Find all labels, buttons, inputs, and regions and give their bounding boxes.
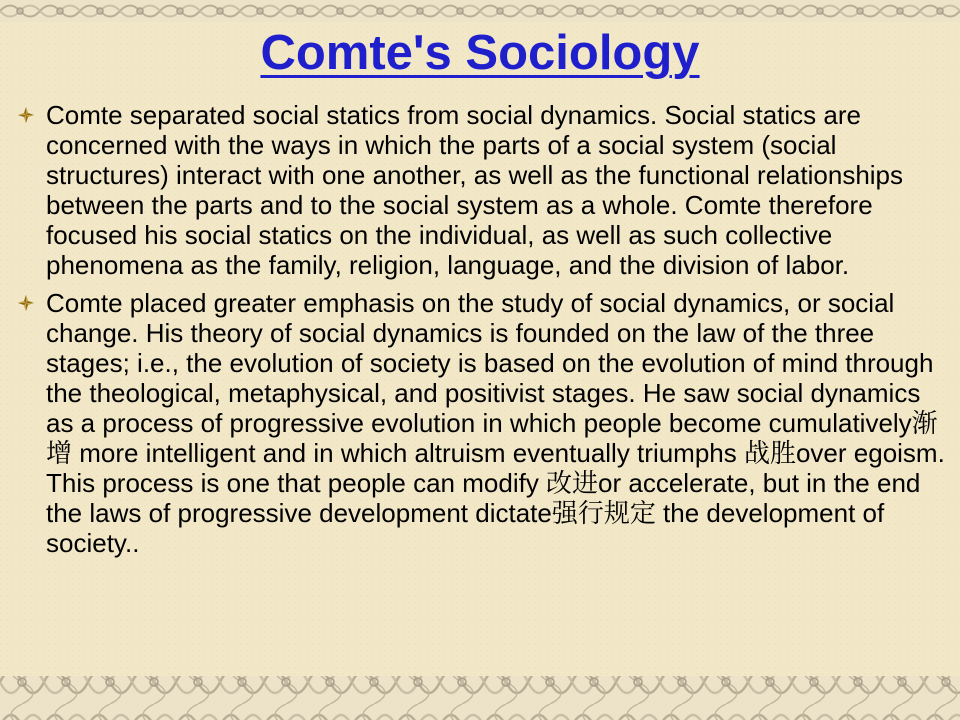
diamond-bullet-icon bbox=[18, 295, 34, 311]
bullet-text: Comte placed greater emphasis on the study of social dynamics, or social change. His theory of social dynamics is founded on the law of the three stages; i.e., the evolution of society is based on the evolution of mind through the theological, metaphysical, and positivist stages. He saw social dynamics as a process of progressive evolution in which people become cumulatively渐增 more intelligent and in which altruism eventually triumphs 战胜over egoism. This process is one that people can modify 改进or accelerate, but in the end the laws of progressive development dictate强行规定 the development of society.. bbox=[46, 288, 945, 558]
bullet-item bbox=[18, 288, 953, 558]
bullet-list bbox=[18, 100, 953, 566]
bottom-border-band bbox=[0, 676, 960, 720]
bullet-item bbox=[18, 100, 953, 280]
bullet-text: Comte separated social statics from social dynamics. Social statics are concerned with the ways in which the parts of a social system (social structures) interact with one another, as well as the functional relationships between the parts and to the social system as a whole. Comte therefore focused his social statics on the individual, as well as such collective phenomena as the family, religion, language, and the division of labor. bbox=[46, 100, 904, 280]
slide-title bbox=[0, 22, 960, 84]
slide-title-text: Comte's Sociology bbox=[260, 26, 700, 80]
top-border-band bbox=[0, 0, 960, 22]
diamond-bullet-icon bbox=[18, 107, 34, 123]
